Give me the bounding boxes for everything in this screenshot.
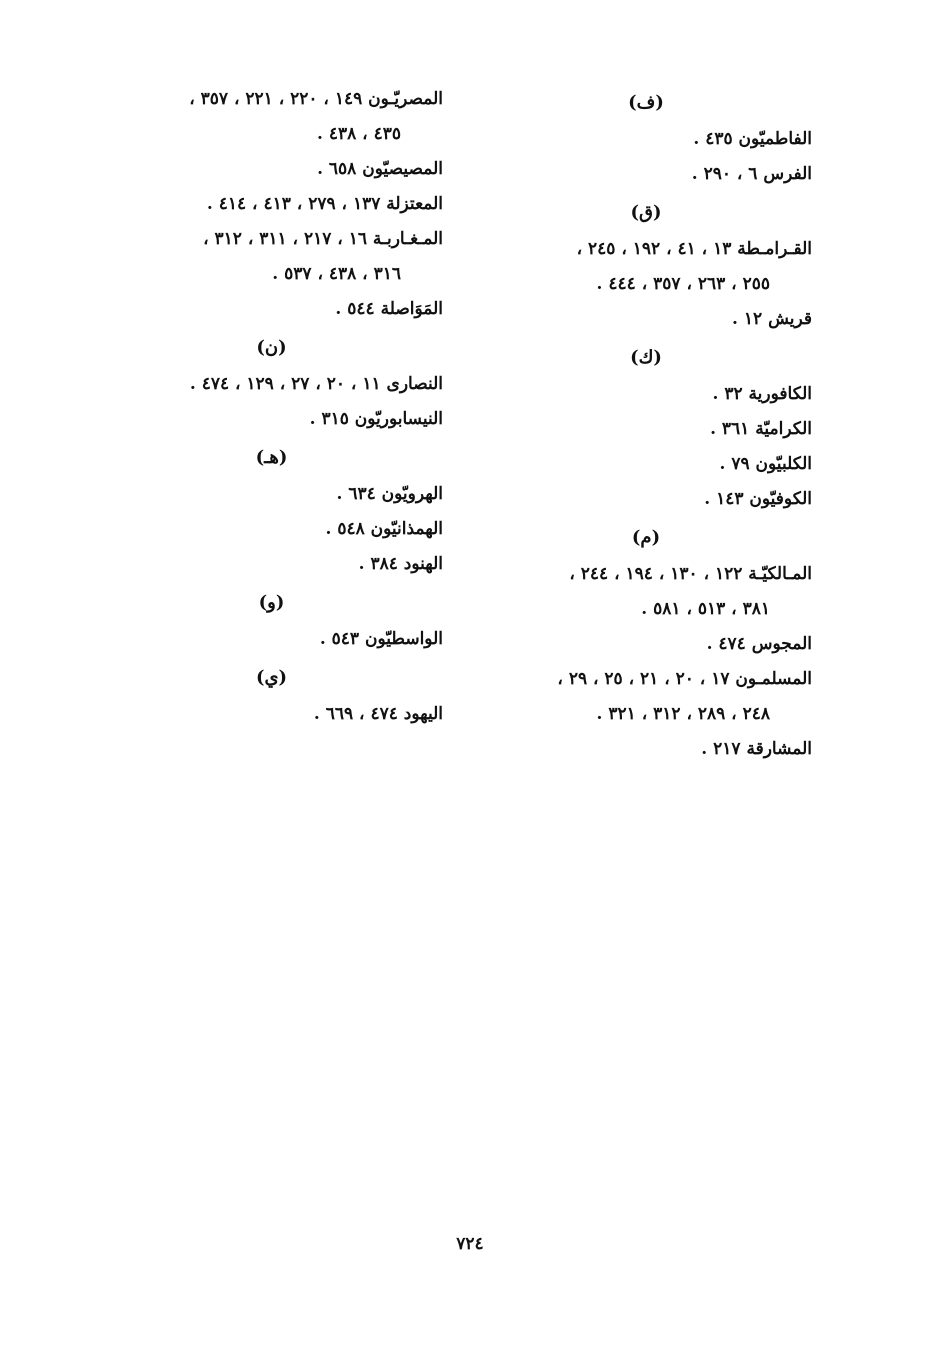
entry-text: الهمذانيّون ٥٤٨ .: [325, 519, 443, 539]
index-entry: [480, 157, 812, 192]
entry-text: المشارقة ٢١٧ .: [701, 739, 812, 759]
index-entry: [100, 512, 443, 547]
right-column: [480, 82, 812, 767]
page-number: ٧٢٤: [456, 1234, 484, 1254]
index-entry: [100, 152, 443, 187]
entry-continuation: ٣١٦ ، ٤٣٨ ، ٥٣٧ .: [272, 264, 401, 284]
entry-text: اليهود ٤٧٤ ، ٦٦٩ .: [313, 704, 443, 724]
entry-text: القـرامـطة ١٣ ، ٤١ ، ١٩٢ ، ٢٤٥ ،: [576, 239, 812, 259]
index-entry: [100, 622, 443, 657]
index-entry: [100, 292, 443, 327]
entry-text: المصيصيّون ٦٥٨ .: [317, 159, 443, 179]
index-entry: [100, 222, 443, 292]
index-entry: [100, 402, 443, 437]
entry-continuation: ٤٣٥ ، ٤٣٨ .: [317, 124, 401, 144]
entry-continuation: ٢٤٨ ، ٢٨٩ ، ٣١٢ ، ٣٢١ .: [596, 704, 770, 724]
entry-text: المـالكيّـة ١٢٢ ، ١٣٠ ، ١٩٤ ، ٢٤٤ ،: [569, 564, 812, 584]
entry-text: الهنود ٣٨٤ .: [358, 554, 443, 574]
entry-text: الكلبيّون ٧٩ .: [719, 454, 812, 474]
entry-text: المصريّـون ١٤٩ ، ٢٢٠ ، ٢٢١ ، ٣٥٧ ،: [189, 89, 443, 109]
index-entry: [100, 697, 443, 732]
entry-text: المـغـاربـة ١٦ ، ٢١٧ ، ٣١١ ، ٣١٢ ،: [203, 229, 443, 249]
entry-continuation: ٢٥٥ ، ٢٦٣ ، ٣٥٧ ، ٤٤٤ .: [596, 274, 770, 294]
entry-text: الفاطميّون ٤٣٥ .: [693, 129, 812, 149]
entry-text: الواسطيّون ٥٤٣ .: [319, 629, 443, 649]
section-heading-nun: (ن): [256, 337, 287, 358]
index-entry: [480, 377, 812, 412]
index-entry: [100, 82, 443, 152]
entry-text: النيسابوريّون ٣١٥ .: [309, 409, 443, 429]
index-entry: [480, 732, 812, 767]
index-entry: [480, 302, 812, 337]
index-entry: [480, 122, 812, 157]
section-heading-kaf: (ك): [630, 347, 662, 368]
entry-text: المسلمـون ١٧ ، ٢٠ ، ٢١ ، ٢٥ ، ٢٩ ،: [557, 669, 812, 689]
index-entry: [480, 482, 812, 517]
entry-text: الكراميّة ٣٦١ .: [710, 419, 812, 439]
entry-text: الكوفيّون ١٤٣ .: [704, 489, 812, 509]
index-entry: [100, 547, 443, 582]
index-entry: [480, 412, 812, 447]
entry-text: قريش ١٢ .: [732, 309, 812, 329]
entry-text: الفرس ٦ ، ٢٩٠ .: [691, 164, 812, 184]
entry-text: المجوس ٤٧٤ .: [706, 634, 812, 654]
left-column: [100, 82, 443, 732]
entry-text: الهرويّون ٦٣٤ .: [336, 484, 443, 504]
section-heading-fa: (ف): [628, 92, 664, 113]
index-entry: [100, 477, 443, 512]
index-entry: [480, 557, 812, 627]
section-heading-waw: (و): [258, 592, 285, 613]
index-entry: [480, 627, 812, 662]
entry-text: المَوَاصلة ٥٤٤ .: [335, 299, 443, 319]
section-heading-ya: (ي): [255, 667, 288, 688]
section-heading-qaf: (ق): [630, 202, 662, 223]
entry-text: النصارى ١١ ، ٢٠ ، ٢٧ ، ١٢٩ ، ٤٧٤ .: [189, 374, 443, 394]
section-heading-mim: (م): [631, 527, 661, 548]
index-entry: [480, 662, 812, 732]
index-entry: [100, 367, 443, 402]
entry-continuation: ٣٨١ ، ٥١٣ ، ٥٨١ .: [641, 599, 770, 619]
index-entry: [100, 187, 443, 222]
entry-text: الكافورية ٣٢ .: [712, 384, 812, 404]
index-entry: [480, 447, 812, 482]
entry-text: المعتزلة ١٣٧ ، ٢٧٩ ، ٤١٣ ، ٤١٤ .: [206, 194, 443, 214]
index-entry: [480, 232, 812, 302]
section-heading-ha: (هـ): [255, 447, 288, 468]
